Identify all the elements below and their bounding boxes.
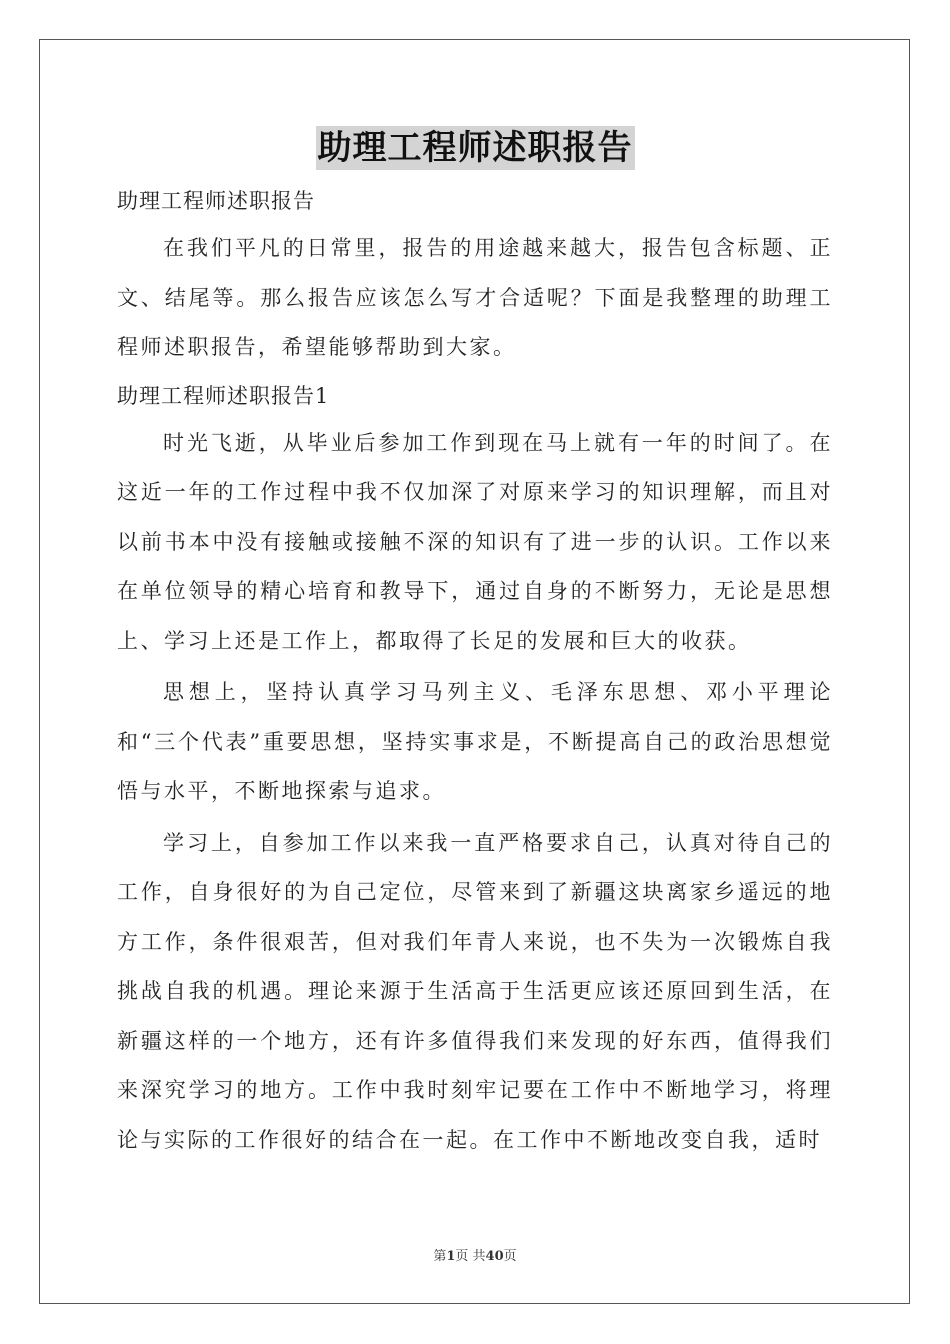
- page-mid-text: 页 共: [455, 1249, 486, 1264]
- title-wrapper: [0, 126, 950, 170]
- page-suffix: 页: [503, 1249, 517, 1264]
- document-subtitle: 助理工程师述职报告: [117, 189, 315, 213]
- body-paragraph-2: 思想上，坚持认真学习马列主义、毛泽东思想、邓小平理论和“三个代表”重要思想，坚持实事求是，不断提高自己的政治思想觉悟与水平，不断地探索与追求。: [117, 680, 833, 803]
- document-title: 助理工程师述职报告: [317, 128, 633, 168]
- body-paragraph-1: 时光飞逝，从毕业后参加工作到现在马上就有一年的时间了。在这近一年的工作过程中我不仅加深了对原来学习的知识理解，而且对以前书本中没有接触或接触不深的知识有了进一步的认识。工作以来在单位领导的精心培育和教导下，通过自身的不断努力，无论是思想上、学习上还是工作上，都取得了长足的发展和巨大的收获。: [117, 430, 833, 653]
- page-prefix: 第: [433, 1249, 447, 1264]
- page-footer: [0, 1245, 950, 1264]
- document-body: [117, 178, 833, 1165]
- section-heading: 助理工程师述职报告1: [117, 383, 330, 408]
- intro-paragraph: 在我们平凡的日常里，报告的用途越来越大，报告包含标题、正文、结尾等。那么报告应该怎么写才合适呢？下面是我整理的助理工程师述职报告，希望能够帮助到大家。: [117, 236, 833, 359]
- total-page-number: 40: [485, 1249, 504, 1264]
- body-paragraph-3: 学习上，自参加工作以来我一直严格要求自己，认真对待自己的工作，自身很好的为自己定位，尽管来到了新疆这块离家乡遥远的地方工作，条件很艰苦，但对我们年青人来说，也不失为一次锻炼自我挑战自我的机遇。理论来源于生活高于生活更应该还原回到生活，在新疆这样的一个地方，还有许多值得我们来发现的好东西，值得我们来深究学习的地方。工作中我时刻牢记要在工作中不断地学习，将理论与实际的工作很好的结合在一起。在工作中不断地改变自我，适时: [117, 830, 833, 1152]
- current-page-number: 1: [446, 1249, 456, 1264]
